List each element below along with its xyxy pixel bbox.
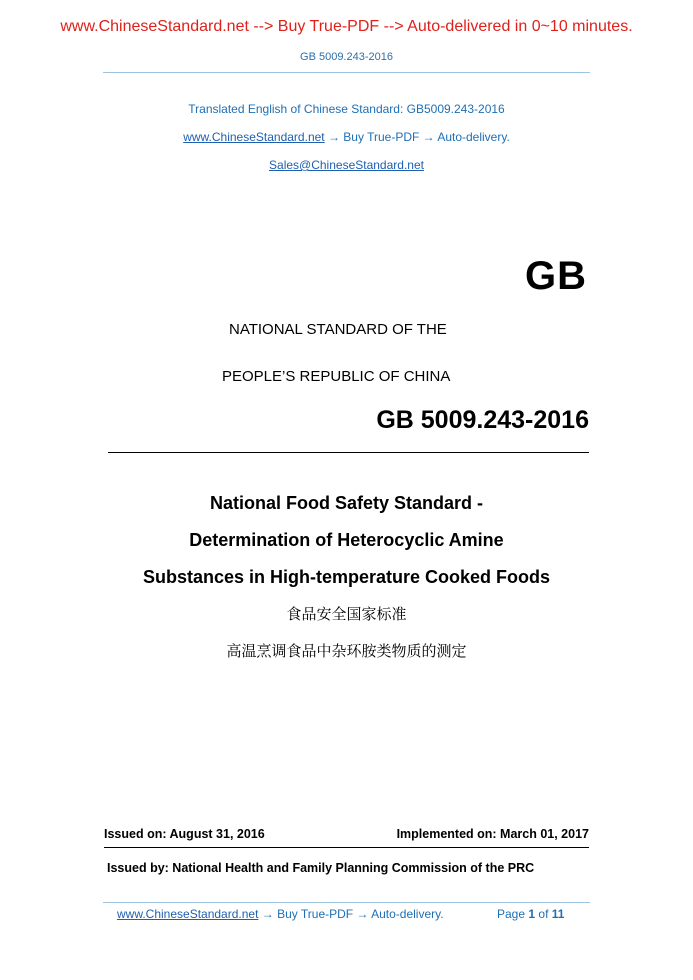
page-current: 1 (528, 907, 536, 921)
page-label: Page (497, 907, 526, 921)
national-standard-line2: PEOPLE’S REPUBLIC OF CHINA (222, 368, 451, 385)
header-rule (103, 72, 590, 73)
translated-note: Translated English of Chinese Standard: GB5009.243-2016 (188, 102, 505, 116)
footer-site-line (117, 907, 444, 921)
email-link[interactable]: Sales@ChineseStandard.net (269, 158, 424, 172)
page-of: of (538, 907, 549, 921)
issued-on: Issued on: August 31, 2016 (104, 827, 265, 841)
title-line2: Determination of Heterocyclic Amine (189, 530, 504, 550)
site-line-suffix: → Buy True-PDF → Auto-delivery. (324, 130, 510, 144)
issued-by: Issued by: National Health and Family Planning Commission of the PRC (107, 861, 535, 875)
title-chinese-2: 高温烹调食品中杂环胺类物质的测定 (226, 642, 467, 660)
dates-rule (104, 847, 589, 848)
footer-rule (103, 902, 590, 903)
title-rule (108, 452, 589, 453)
promo-banner[interactable]: www.ChineseStandard.net --> Buy True-PDF --> Auto-delivered in 0~10 minutes. (60, 18, 633, 35)
site-line (0, 130, 693, 144)
page-indicator (497, 907, 564, 921)
page-total: 11 (551, 907, 565, 921)
implemented-on: Implemented on: March 01, 2017 (396, 827, 589, 841)
title-chinese-1: 食品安全国家标准 (286, 605, 407, 623)
title-line1: National Food Safety Standard - (209, 493, 484, 513)
national-standard-line1: NATIONAL STANDARD OF THE (229, 321, 447, 338)
header-doc-ref: GB 5009.243-2016 (300, 51, 393, 63)
site-link[interactable]: www.ChineseStandard.net (183, 130, 325, 144)
email-line (0, 158, 693, 172)
standard-number: GB 5009.243-2016 (376, 406, 589, 434)
footer-site-link[interactable]: www.ChineseStandard.net (117, 907, 259, 921)
title-line3: Substances in High-temperature Cooked Foods (142, 567, 551, 587)
gb-mark: GB (525, 254, 587, 298)
footer-site-suffix: → Buy True-PDF → Auto-delivery. (258, 907, 444, 921)
